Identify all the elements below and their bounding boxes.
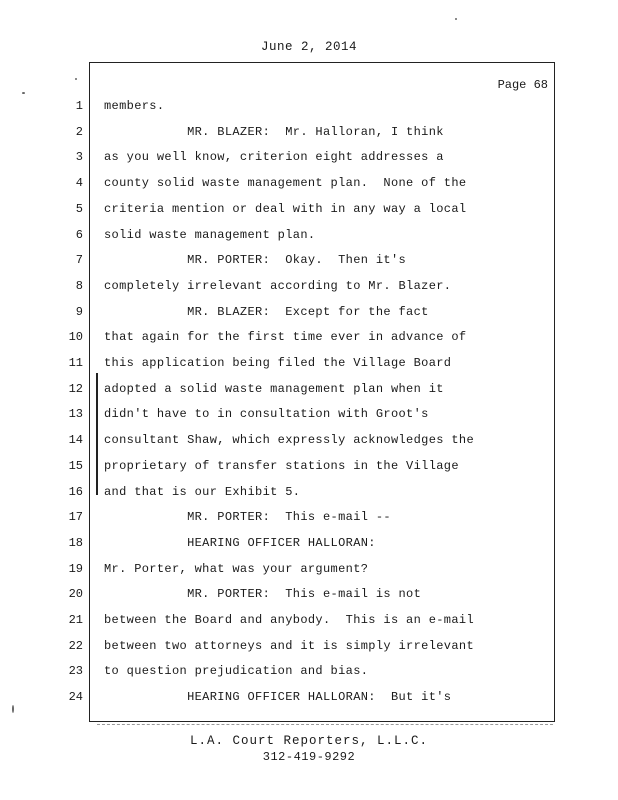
line-text: members. (104, 99, 165, 113)
line-text: solid waste management plan. (104, 228, 316, 242)
line-number: 4 (75, 176, 83, 190)
scan-speck (75, 78, 77, 80)
line-number: 15 (68, 459, 83, 473)
line-number: 12 (68, 382, 83, 396)
page-number-label: Page 68 (497, 78, 548, 92)
scan-speck (22, 92, 25, 94)
line-text: consultant Shaw, which expressly acknowledges the (104, 433, 475, 447)
line-number: 16 (68, 485, 83, 499)
line-text: adopted a solid waste management plan when it (104, 382, 444, 396)
margin-change-bar (96, 373, 98, 495)
line-text: MR. BLAZER: Mr. Halloran, I think (104, 125, 444, 139)
line-text: criteria mention or deal with in any way a local (104, 202, 467, 216)
line-number: 24 (68, 690, 83, 704)
line-number: 8 (75, 279, 83, 293)
line-text: HEARING OFFICER HALLORAN: But it's (104, 690, 452, 704)
scan-edge-artifact (97, 724, 553, 728)
line-number: 3 (75, 150, 83, 164)
line-text: Mr. Porter, what was your argument? (104, 562, 369, 576)
line-text: MR. PORTER: Okay. Then it's (104, 253, 407, 267)
scan-speck (12, 705, 14, 713)
line-number: 14 (68, 433, 83, 447)
line-text: this application being filed the Village Board (104, 356, 452, 370)
line-number: 19 (68, 562, 83, 576)
line-text: didn't have to in consultation with Groot's (104, 407, 429, 421)
line-number: 17 (68, 510, 83, 524)
footer-company: L.A. Court Reporters, L.L.C. (189, 734, 429, 748)
line-number: 20 (68, 587, 83, 601)
line-number: 21 (68, 613, 83, 627)
line-text: between the Board and anybody. This is an e-mail (104, 613, 475, 627)
line-number: 23 (68, 664, 83, 678)
line-text: MR. BLAZER: Except for the fact (104, 305, 429, 319)
line-number: 5 (75, 202, 83, 216)
line-number: 1 (75, 99, 83, 113)
line-text: that again for the first time ever in advance of (104, 330, 467, 344)
line-number: 11 (68, 356, 83, 370)
line-text: proprietary of transfer stations in the Village (104, 459, 459, 473)
line-number: 7 (75, 253, 83, 267)
line-number: 9 (75, 305, 83, 319)
line-text: between two attorneys and it is simply irrelevant (104, 639, 475, 653)
line-text: completely irrelevant according to Mr. Blazer. (104, 279, 452, 293)
line-number: 10 (68, 330, 83, 344)
line-text: and that is our Exhibit 5. (104, 485, 301, 499)
line-number: 6 (75, 228, 83, 242)
line-text: HEARING OFFICER HALLORAN: (104, 536, 376, 550)
line-text: MR. PORTER: This e-mail is not (104, 587, 422, 601)
line-number: 22 (68, 639, 83, 653)
line-text: to question prejudication and bias. (104, 664, 369, 678)
line-number: 2 (75, 125, 83, 139)
footer-phone: 312-419-9292 (262, 750, 356, 764)
scan-speck (455, 18, 457, 20)
line-number: 18 (68, 536, 83, 550)
line-text: county solid waste management plan. None of the (104, 176, 467, 190)
line-text: MR. PORTER: This e-mail -- (104, 510, 391, 524)
line-text: as you well know, criterion eight addresses a (104, 150, 444, 164)
line-number: 13 (68, 407, 83, 421)
page-date: June 2, 2014 (260, 40, 357, 54)
